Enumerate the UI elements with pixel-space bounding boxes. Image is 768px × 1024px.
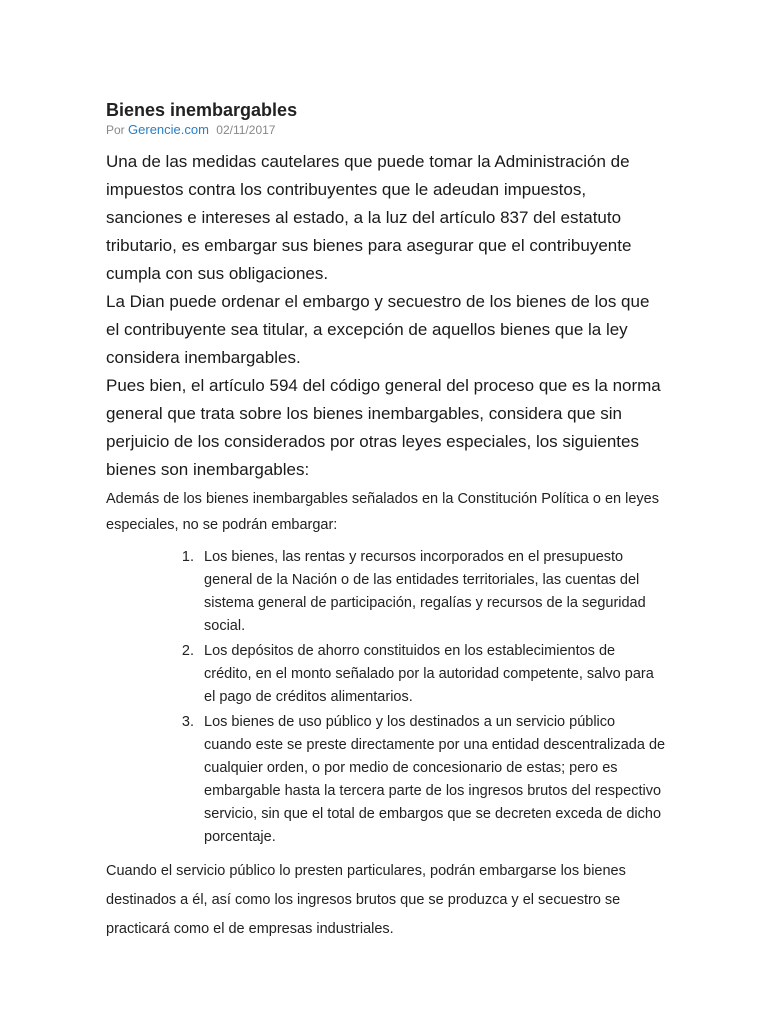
author-link[interactable]: Gerencie.com bbox=[128, 122, 209, 137]
lead-paragraph: Pues bien, el artículo 594 del código general del proceso que es la norma general que trata sobre los bienes inembargables, considera que sin perjuicio de los considerados por otras leyes especiales, los siguientes bienes son inembargables: bbox=[106, 376, 661, 479]
byline-prefix: Por bbox=[106, 123, 125, 137]
list-item: 2. Los depósitos de ahorro constituidos en los establecimientos de crédito, en el monto señalado por la autoridad competente, salvo para el pago de créditos alimentarios. bbox=[198, 640, 666, 709]
lead-section bbox=[106, 148, 666, 484]
inembargable-list bbox=[106, 546, 666, 849]
byline bbox=[106, 122, 666, 138]
article-title: Bienes inembargables bbox=[106, 100, 298, 120]
lead-paragraph: Una de las medidas cautelares que puede tomar la Administración de impuestos contra los contribuyentes que le adeudan impuestos, sanciones e intereses al estado, a la luz del artículo 837 del estatuto tributario, es embargar sus bienes para asegurar que el contribuyente cumpla con sus obligaciones. bbox=[106, 152, 632, 283]
closing-paragraph: Cuando el servicio público lo presten particulares, podrán embargarse los bienes destinados a él, así como los ingresos brutos que se produzca y el secuestro se practicará como el de empresas industriales. bbox=[106, 863, 626, 937]
list-item: 1. Los bienes, las rentas y recursos incorporados en el presupuesto general de la Nación o de las entidades territoriales, las cuentas del sistema general de participación, regalías y recursos de la seguridad social. bbox=[198, 546, 666, 638]
quote-intro: Además de los bienes inembargables señalados en la Constitución Política o en leyes especiales, no se podrán embargar: bbox=[106, 491, 659, 533]
lead-paragraph: La Dian puede ordenar el embargo y secuestro de los bienes de los que el contribuyente sea titular, a excepción de aquellos bienes que la ley considera inembargables. bbox=[106, 292, 650, 367]
document-page bbox=[106, 98, 666, 944]
list-item: 3. Los bienes de uso público y los destinados a un servicio público cuando este se preste directamente por una entidad descentralizada de cualquier orden, o por medio de concesionario de estas; pero es embargable hasta la tercera parte de los ingresos brutos del respectivo servicio, sin que el total de embargos que se decreten exceda de dicho porcentaje. bbox=[198, 711, 666, 849]
publish-date: 02/11/2017 bbox=[216, 123, 276, 137]
